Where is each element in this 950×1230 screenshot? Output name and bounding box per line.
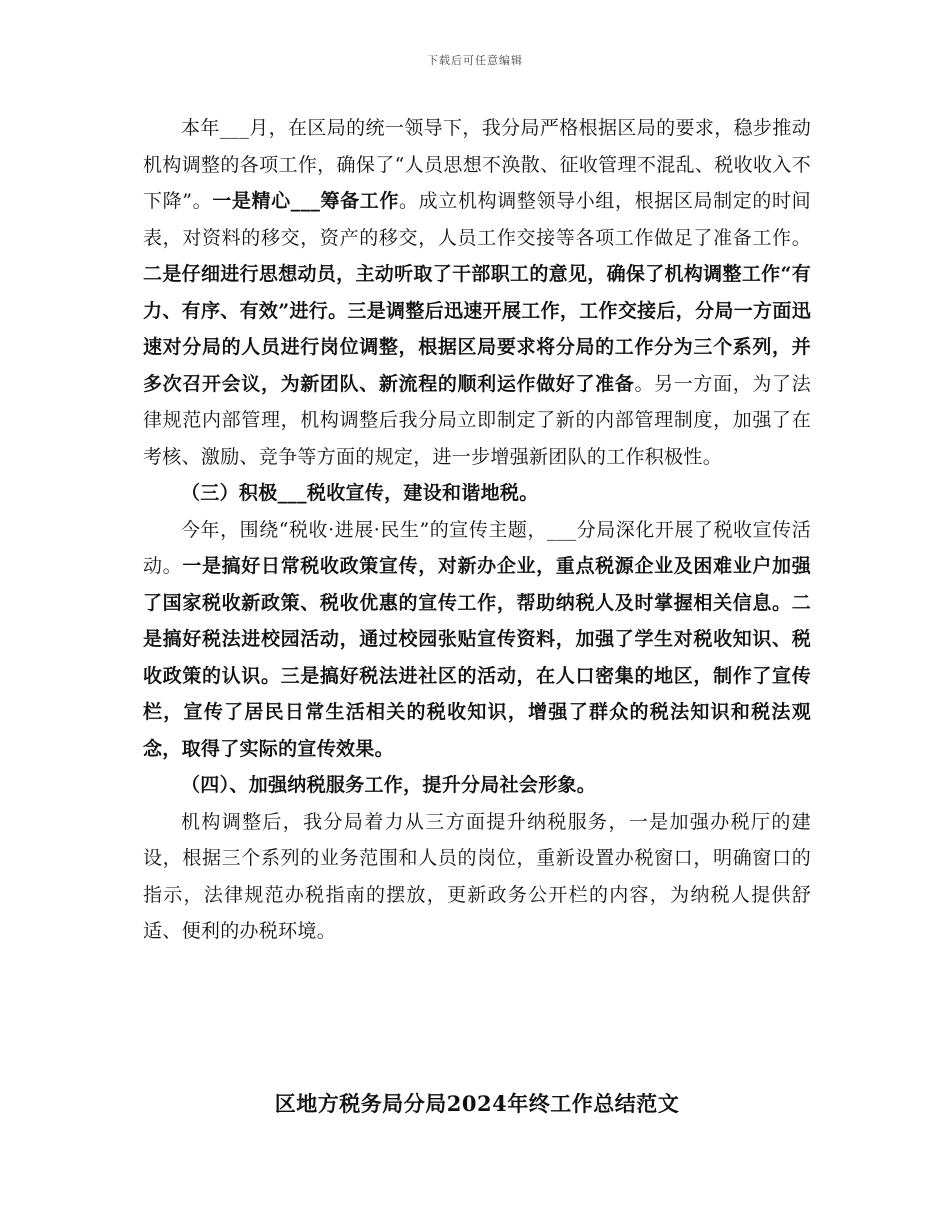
document-title: 区地方税务局分局2024年终工作总结范文 <box>274 1091 680 1116</box>
section-3-heading: （三）积极___税收宣传，建设和谐地税。 <box>181 482 539 504</box>
document-body <box>143 110 811 950</box>
section-3-bold: 一是搞好日常税收政策宣传，对新办企业，重点税源企业及困难业户加强了国家税收新政策、税收优惠的宣传工作，帮助纳税人及时掌握相关信息。二是搞好税法进校园活动，通过校园张贴宣传资料，加强了学生对税收知识、税收政策的认识。三是搞好税法进社区的活动，在人口密集的地区，制作了宣传栏，宣传了居民日常生活相关的税收知识，增强了群众的税法知识和税法观念，取得了实际的宣传效果。 <box>143 555 811 760</box>
section-4-paragraph: 机构调整后，我分局着力从三方面提升纳税服务，一是加强办税厅的建设，根据三个系列的业务范围和人员的岗位，重新设置办税窗口，明确窗口的指示，法律规范办税指南的摆放，更新政务公开栏的内容，为纳税人提供舒适、便利的办税环境。 <box>143 810 811 942</box>
paragraph-1-bold-a: 一是精心___筹备工作 <box>212 190 400 212</box>
paragraph-1-bold-b: 二是仔细进行思想动员，主动听取了干部职工的意见，确保了机构调整工作“有力、有序、有效”进行。三是调整后迅速开展工作，工作交接后，分局一方面迅速对分局的人员进行岗位调整，根据区局要求将分局的工作分为三个系列，并多次召开会议，为新团队、新流程的顺利运作做好了准备 <box>143 263 811 395</box>
paragraph-1-text-c: 。另一方面，为了法律规范内部管理，机构调整后我分局立即制定了新的内部管理制度，加强了在考核、激励、竞争等方面的规定，进一步增强新团队的工作积极性。 <box>143 372 811 468</box>
page-header: 下载后可任意编辑 <box>427 54 523 67</box>
paragraph-1 <box>143 110 811 475</box>
paragraph-1-text-a: 本年___月，在区局的统一领导下，我分局严格根据区局的要求，稳步推动机构调整的各项工作，确保了“人员思想不涣散、征收管理不混乱、税收收入不下降”。 <box>143 117 811 212</box>
paragraph-1-text-b: 。成立机构调整领导小组，根据区局制定的时间表，对资料的移交，资产的移交，人员工作交接等各项工作做足了准备工作。 <box>143 190 811 249</box>
section-3-text: 今年，围绕“税收·进展·民生”的宣传主题，___分局深化开展了税收宣传活动。 <box>143 518 811 577</box>
section-4-heading: （四）、加强纳税服务工作，提升分局社会形象。 <box>181 774 597 796</box>
section-3-paragraph <box>143 512 811 768</box>
